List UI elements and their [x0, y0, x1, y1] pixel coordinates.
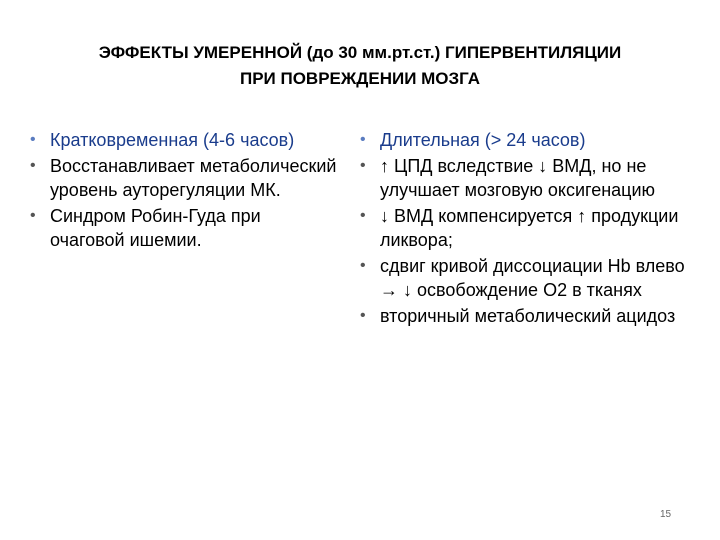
list-item: [30, 154, 340, 202]
list-item-text: ↓ ВМД компенсируется ↑ продукции ликвора;: [380, 206, 679, 250]
right-bullet-list: [360, 128, 705, 330]
slide-title-line-2: ПРИ ПОВРЕЖДЕНИИ МОЗГА: [239, 69, 481, 88]
list-item: [360, 204, 705, 252]
list-item-text: Кратковременная (4-6 часов): [50, 130, 295, 150]
bullet-marker: •: [360, 307, 366, 324]
list-item: [30, 128, 340, 152]
list-item-text: сдвиг кривой диссоциации Hb влево → ↓ освобождение О2 в тканях: [380, 256, 685, 300]
bullet-marker: •: [360, 157, 366, 174]
bullet-marker: •: [30, 131, 36, 148]
bullet-marker: •: [360, 131, 366, 148]
list-item: [360, 128, 705, 152]
left-bullet-list: [30, 128, 340, 254]
list-item-text: вторичный метаболический ацидоз: [380, 306, 676, 326]
list-item: [30, 204, 340, 252]
bullet-marker: •: [30, 207, 36, 224]
list-item-text: Длительная (> 24 часов): [380, 130, 586, 150]
slide-title: [20, 40, 700, 92]
page-number: 15: [660, 509, 672, 520]
bullet-marker: •: [30, 157, 36, 174]
list-item-text: Восстанавливает метаболический уровень ауторегуляции МК.: [50, 156, 337, 200]
bullet-marker: •: [360, 257, 366, 274]
slide-title-line-1: ЭФФЕКТЫ УМЕРЕННОЙ (до 30 мм.рт.ст.) ГИПЕРВЕНТИЛЯЦИИ: [98, 43, 622, 62]
list-item: [360, 304, 705, 328]
list-item: [360, 154, 705, 202]
list-item-text: ↑ ЦПД вследствие ↓ ВМД, но не улучшает мозговую оксигенацию: [380, 156, 656, 200]
list-item-text: Синдром Робин-Гуда при очаговой ишемии.: [50, 206, 261, 250]
list-item: [360, 254, 705, 302]
bullet-marker: •: [360, 207, 366, 224]
